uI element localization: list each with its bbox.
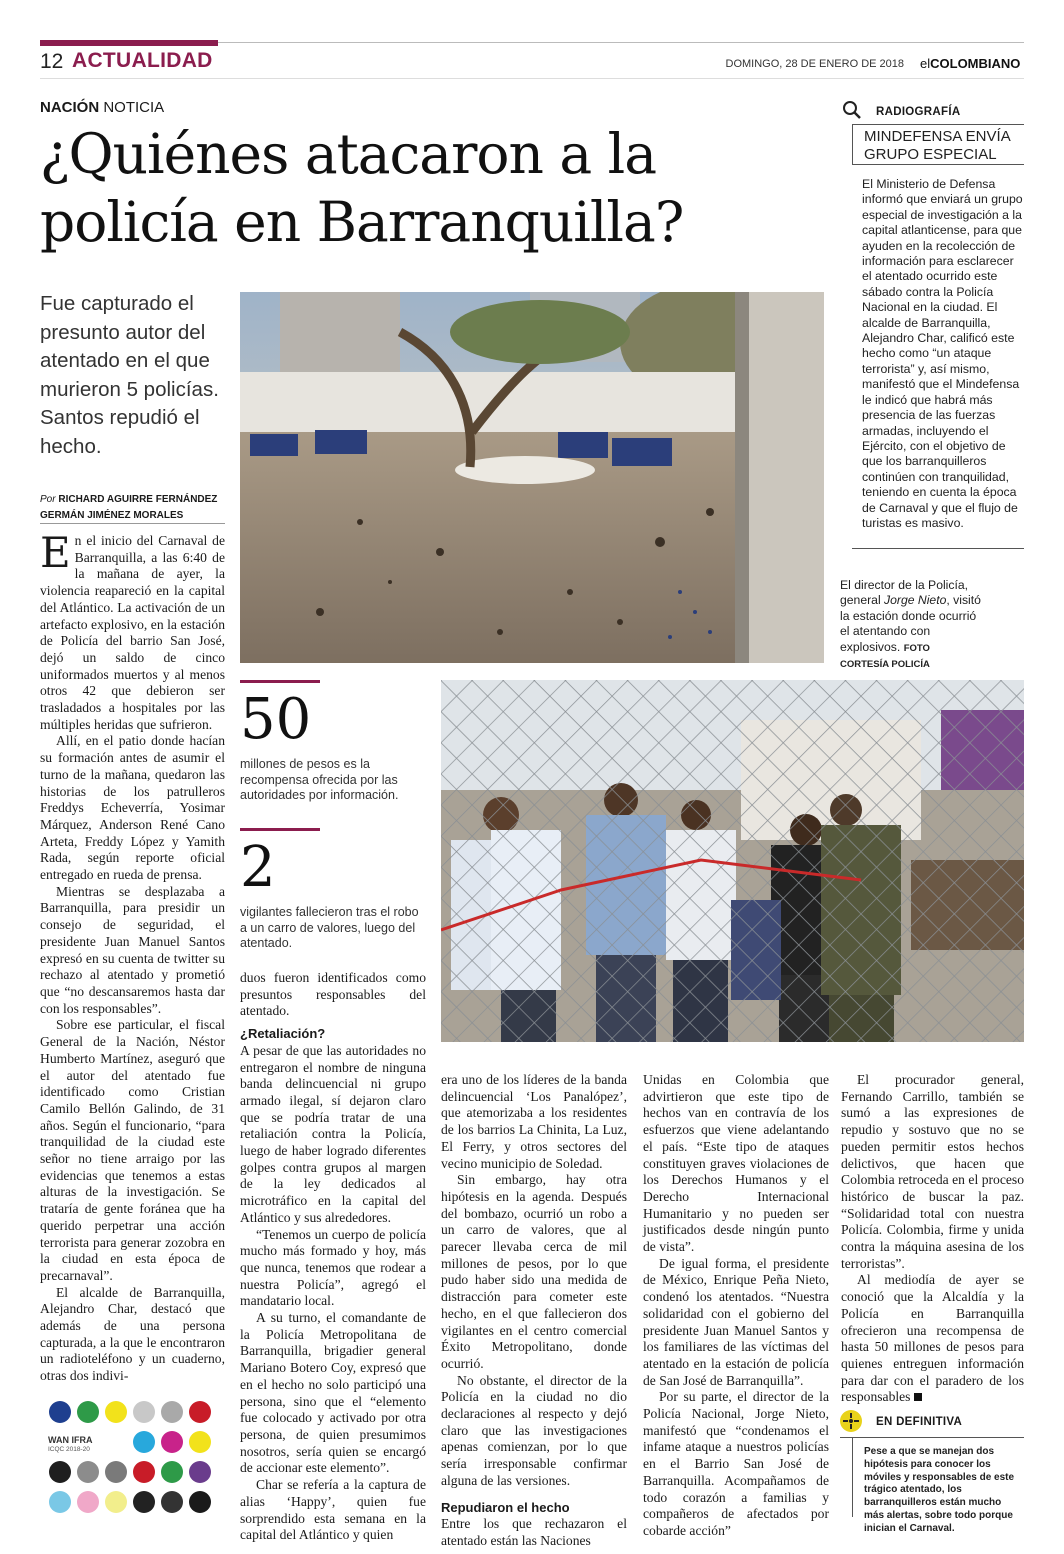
body-paragraph: Char se refería a la captura de alias ‘Happy’, quien fue sorprendido esta semana en la capital del Atlántico y quien (240, 1477, 426, 1543)
color-swatch (133, 1461, 155, 1483)
drop-cap: E (40, 528, 71, 577)
radiografia-rule (852, 124, 1024, 125)
stat-1-number: 50 (240, 687, 312, 752)
en-definitiva-text: Pese a que se manejan dos hipótesis para conocer los móviles y responsables de este trágico atentado, los barranquilleros están mucho más alertas, sobre todo porque inician el Carnaval. (864, 1446, 1015, 1534)
color-swatch (189, 1491, 211, 1513)
byline-por: Por (40, 494, 56, 505)
en-definitiva-label: EN DEFINITIVA (876, 1416, 963, 1428)
header-accent-bar (40, 40, 218, 46)
body-paragraph: era uno de los líderes de la banda delincuencial ‘Los Panalópez’, que atemorizaba a los residentes de los barrios La Chinita, La Luz, El Ferry, y otros sectores del vecino municipio de Soledad. (441, 1072, 627, 1171)
body-paragraph: A su turno, el comandante de la Policía Metropolitana de Barranquilla, brigadier general Mariano Botero Coy, expresó que en el hecho no solo participó una persona, sino que el “elemento fue colocado y activado por otra persona, de quien presumimos nosotros, sería quien se encargó de accionar este elemento”. (240, 1310, 426, 1476)
color-swatch (49, 1401, 71, 1423)
color-swatches (48, 1400, 220, 1520)
body-column-1 (40, 528, 225, 1385)
body-paragraph: “Tenemos un cuerpo de policía mucho más formado y hoy, más que nunca, tenemos que rodear a nuestra Policía”, agregó el mandatario local. (240, 1226, 426, 1309)
body-column-4 (643, 1072, 829, 1540)
color-swatch (49, 1491, 71, 1513)
radiografia-icon (842, 100, 862, 120)
color-swatch (133, 1491, 155, 1513)
body-column-3 (441, 1072, 627, 1550)
paper-logo-prefix: el (920, 56, 931, 71)
byline-author-2: GERMÁN JIMÉNEZ MORALES (40, 510, 184, 521)
wan-ifra-logo: WAN IFRA (48, 1435, 93, 1445)
subhead-repudiaron: Repudiaron el hecho (441, 1499, 570, 1515)
wan-ifra-code: ICQC 2018-20 (48, 1446, 90, 1453)
radiografia-title: MINDEFENSA ENVÍA GRUPO ESPECIAL (864, 128, 1010, 163)
body-paragraph: El procurador general, Fernando Carrillo, también se sumó a las expresiones de repudio y sostuvo que no se pueden permitir estos hechos delictivos, que hacen que Colombia retroceda en el proceso histórico de buscar la paz. “Solidaridad total con nuestra Policía. Colombia, firme y unida contra la máquina asesina de los terroristas”. (841, 1072, 1024, 1271)
stat-2-number: 2 (240, 835, 276, 900)
body-paragraph: duos fueron identificados como presuntos responsables del atentado. (240, 970, 426, 1019)
body-paragraph: Entre los que rechazaron el atentado están las Naciones (441, 1516, 627, 1548)
caption-text-a: El director de la Policía, general (840, 578, 969, 608)
color-swatch (133, 1431, 155, 1453)
color-swatch (189, 1461, 211, 1483)
caption-credit-b: CORTESÍA POLICÍA (840, 659, 930, 671)
caption-credit-a: FOTO (903, 642, 930, 654)
color-swatch (105, 1491, 127, 1513)
color-swatch (77, 1491, 99, 1513)
color-swatch (161, 1461, 183, 1483)
subhead-retaliacion: ¿Retaliación? (240, 1026, 326, 1042)
paper-logo-name: COLOMBIANO (930, 56, 1021, 71)
color-swatch (161, 1401, 183, 1423)
body-paragraph (841, 1272, 1024, 1406)
color-swatch (133, 1401, 155, 1423)
color-swatch (161, 1431, 183, 1453)
color-swatch (105, 1461, 127, 1483)
end-mark-icon (914, 1393, 922, 1401)
en-definitiva-icon (840, 1410, 862, 1432)
body-column-2 (240, 970, 426, 1544)
caption-name: Jorge Nieto (884, 593, 947, 608)
byline (40, 492, 220, 524)
body-paragraph (40, 528, 225, 733)
stat-1-text: millones de pesos es la recompensa ofrecida por las autoridades por información. (240, 757, 399, 802)
body-paragraph-text: n el inicio del Carnaval de Barranquilla, a las 6:40 de la mañana de ayer, la violencia reapareció en la capital del Atlántico. La activación de un artefacto explosivo, en la estación de Policía del barrio San José, dejó un saldo de cinco uniformados muertos y al menos otros 42 que debieron ser trasladados a hospitales por las múltiples heridas que sufrieron. (40, 533, 225, 732)
fence-photo-art (441, 680, 1024, 1042)
kicker-bold: NACIÓN (40, 99, 100, 116)
radiografia-label: RADIOGRAFÍA (876, 106, 961, 118)
body-paragraph: No obstante, el director de la Policía en la ciudad no dio declaraciones al respecto y dejó claro que las investigaciones apenas comienzan, por lo que sería irresponsable confirmar alguna de las versiones. (441, 1372, 627, 1488)
headline: ¿Quiénes atacaron a la policía en Barranquilla? (40, 122, 684, 254)
body-paragraph: El alcalde de Barranquilla, Alejandro Char, destacó que además de una persona capturada, a la que le encontraron un radioteléfono y un cuaderno, otras dos indivi- (40, 1284, 225, 1384)
stat-2-rule (240, 828, 320, 831)
body-paragraph: Unidas en Colombia que advirtieron que este tipo de hechos van en contravía de los esfuerzos que viene adelantando el país. “Este tipo de ataques constituyen graves violaciones de los Derechos Humanos y el Derecho Internacional Humanitario y no pueden ser justificados desde ningún punto de vista”. (643, 1072, 829, 1255)
fence-photo (441, 680, 1024, 1042)
magnifier-icon (842, 100, 862, 120)
radiografia-bottom-rule (852, 548, 1024, 549)
byline-author-1: RICHARD AGUIRRE FERNÁNDEZ (58, 494, 218, 505)
color-swatch (77, 1461, 99, 1483)
caption-text-b: , visitó la estación donde ocurrió el atentando con explosivos. (840, 593, 981, 654)
en-definitiva-rule (840, 1437, 1024, 1438)
color-swatch (189, 1401, 211, 1423)
section-name: ACTUALIDAD (72, 49, 213, 72)
header-rule (218, 42, 1024, 43)
en-definitiva-side-rule (852, 1437, 853, 1517)
kicker (40, 99, 164, 116)
deck: Fue capturado el presunto autor del atentado en el que murieron 5 policías. Santos repudió el hecho. (40, 292, 219, 458)
kicker-light: NOTICIA (103, 99, 165, 116)
radiografia-body: El Ministerio de Defensa informó que enviará un grupo especial de investigación a la capital atlanticense, para que ayuden en la recolección de información para esclarecer el atentado ocurrido este sábado contra la Policía Nacional en la ciudad. El alcalde de Barranquilla, Alejandro Char, calificó este hecho como “un ataque terrorista” y, así mismo, manifestó que el Mindefensa le indicó que habrá más presencia de las fuerzas armadas, incluyendo el Ejército, con el objetivo de que los barranquilleros continúen con tranquilidad, teniendo en cuenta la época de Carnaval y que el flujo de turistas es masivo. (862, 177, 1023, 530)
color-swatch (189, 1431, 211, 1453)
arrows-target-icon (840, 1410, 862, 1432)
body-paragraph: Sin embargo, hay otra hipótesis en la agenda. Después del bombazo, ocurrió un robo a un carro de valores, que al parecer llevaba cerca de mil millones de pesos, por lo que pudo haber sido una medida de distracción para cometer este hecho, en el que fallecieron dos vigilantes en el centro comercial Éxito Metropolitano, donde ocurrió. (441, 1172, 627, 1371)
body-paragraph: Por su parte, el director de la Policía Nacional, Jorge Nieto, manifestó que “condenamos el infame ataque a nuestros policías en el Barrio San José de Barranquilla. Acompañamos de todo corazón a familias y compañeros de afectados por cobarde acción” (643, 1389, 829, 1538)
radiografia-side-rule (852, 124, 853, 164)
photo-caption (840, 578, 988, 672)
header-date: DOMINGO, 28 DE ENERO DE 2018 (725, 58, 904, 70)
print-color-bar (48, 1400, 220, 1520)
color-swatch (49, 1461, 71, 1483)
courtyard-photo-art (240, 292, 824, 663)
body-paragraph: De igual forma, el presidente de México, Enrique Peña Nieto, condenó los atentados. “Nuestra solidaridad con el gobierno del presidente Juan Manuel Santos y los familiares de las víctimas del atentado en la estación de policía de San José de Barranquilla”. (643, 1255, 829, 1388)
body-paragraph: Mientras se desplazaba a Barranquilla, para presidir un consejo de seguridad, el presidente Juan Manuel Santos expresó en su cuenta de twitter su rechazo al atentado y prometió que “no descansaremos hasta dar con los responsables”. (40, 883, 225, 1016)
radiografia-title-rule (852, 164, 1024, 165)
body-paragraph: A pesar de que las autoridades no entregaron el nombre de ninguna banda delincuencial ni grupo armado ilegal, sí dejaron claro que se podría tratar de una retaliación contra la Policía, luego de haber logrado diferentes golpes contra grupos al margen de la ley dedicados al microtráfico en la capital del Atlántico y sus alrededores. (240, 1042, 426, 1225)
byline-rule (40, 523, 225, 524)
page-number: 12 (40, 50, 64, 73)
paper-logo (920, 56, 1020, 71)
stat-2-text: vigilantes fallecieron tras el robo a un carro de valores, luego del atentado. (240, 905, 419, 950)
header-bottom-rule (40, 78, 1024, 79)
body-paragraph-text: Al mediodía de ayer se conoció que la Alcaldía y la Policía en Barranquilla ofrecieron una recompensa de hasta 50 millones de pesos para quienes entreguen información para dar con el paradero de los responsables (841, 1272, 1024, 1405)
body-paragraph: Sobre ese particular, el fiscal General de la Nación, Néstor Humberto Martínez, aseguró que el autor del atentado fue identificado como Cristian Camilo Bellón Galindo, de 31 años. Según el funcionario, “para tranquilidad de la ciudad este señor no tiene arraigo por las evidencias que tenemos a estas alturas de la investigación. Se trataría de gente foránea que ha querido perpetrar una acción terrorista para generar zozobra en la ciudad en esta época de precarnaval”. (40, 1017, 225, 1283)
courtyard-photo (240, 292, 824, 663)
color-swatch (161, 1491, 183, 1513)
body-paragraph: Allí, en el patio donde hacían su formación antes de asumir el turno de la mañana, quedaron las historias de los patrulleros Freddys Echeverría, Yosimar Márquez, Anderson René Cano Arteta, Freddy López y Yamith Rada, según reporte oficial entregado en rueda de prensa. (40, 733, 225, 883)
color-swatch (105, 1401, 127, 1423)
body-column-5 (841, 1072, 1024, 1406)
stat-1-rule (240, 680, 320, 683)
color-swatch (77, 1401, 99, 1423)
